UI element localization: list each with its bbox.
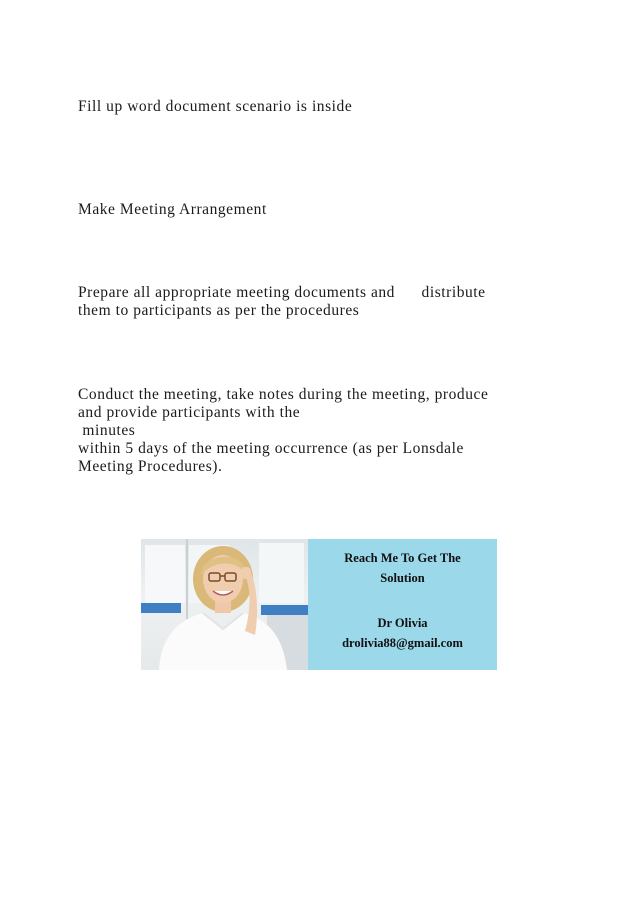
contact-panel	[308, 539, 497, 670]
smiling-woman-photo	[141, 539, 308, 670]
intro-paragraph	[78, 98, 548, 116]
contact-name: Dr Olivia	[377, 616, 428, 630]
text-line: within 5 days of the meeting occurrence (as per Lonsdale	[78, 440, 464, 457]
contact-email[interactable]: drolivia88@gmail.com	[342, 636, 463, 650]
prepare-documents-paragraph	[78, 284, 548, 320]
contact-banner	[141, 539, 497, 670]
promo-line-2: Solution	[380, 571, 425, 585]
conduct-meeting-paragraph	[78, 386, 548, 476]
text-line: them to participants as per the procedures	[78, 302, 360, 319]
text-line: Make Meeting Arrangement	[78, 201, 267, 218]
photo-illustration-icon	[141, 539, 308, 670]
text-line: Fill up word document scenario is inside	[78, 98, 353, 115]
promo-line-1: Reach Me To Get The	[344, 551, 461, 565]
text-line: minutes	[78, 422, 136, 439]
text-line: Conduct the meeting, take notes during the meeting, produce	[78, 386, 489, 403]
text-line: Meeting Procedures).	[78, 458, 223, 475]
text-line: and provide participants with the	[78, 404, 301, 421]
heading-paragraph	[78, 201, 548, 219]
text-line: Prepare all appropriate meeting documents and distribute	[78, 284, 486, 301]
